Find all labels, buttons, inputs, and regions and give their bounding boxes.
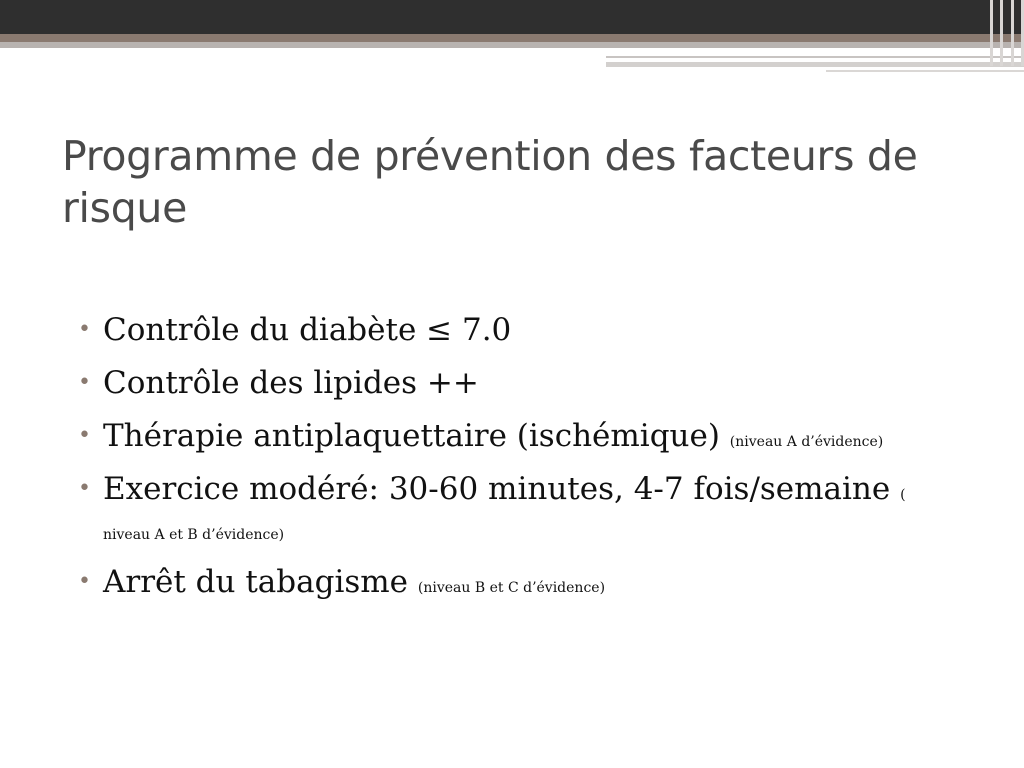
bullet-dot-icon: •: [78, 317, 91, 342]
bullet-text: Exercice modéré: 30-60 minutes, 4-7 fois/semaine: [103, 471, 901, 507]
decorative-gray-band: [0, 42, 1024, 48]
bullet-list: [78, 310, 908, 615]
decorative-stripe: [1011, 0, 1014, 66]
decorative-line: [606, 56, 1024, 58]
decorative-stripe: [990, 0, 993, 66]
bullet-item: [78, 469, 908, 549]
bullet-text: Contrôle du diabète ≤ 7.0: [103, 312, 512, 348]
bullet-item: [78, 310, 908, 350]
slide-title: Programme de prévention des facteurs de risque: [62, 132, 918, 232]
decorative-top-bar: [0, 0, 1024, 34]
bullet-dot-icon: •: [78, 370, 91, 395]
evidence-note: ( niveau A et B d’évidence): [103, 487, 906, 543]
bullet-text: Contrôle des lipides ++: [103, 365, 479, 401]
decorative-stripes: [990, 0, 1024, 66]
decorative-line: [606, 62, 1024, 67]
bullet-text: Arrêt du tabagisme: [103, 564, 418, 600]
evidence-note: (niveau A d’évidence): [729, 434, 884, 450]
bullet-dot-icon: •: [78, 569, 91, 594]
bullet-text: Thérapie antiplaquettaire (ischémique): [103, 418, 730, 454]
bullet-dot-icon: •: [78, 423, 91, 448]
evidence-note: (niveau B et C d’évidence): [417, 580, 606, 596]
bullet-item: [78, 363, 908, 403]
bullet-item: [78, 562, 908, 602]
bullet-dot-icon: •: [78, 476, 91, 501]
decorative-stripe: [1000, 0, 1003, 66]
bullet-item: [78, 416, 908, 456]
decorative-brown-band: [0, 34, 1024, 42]
decorative-line: [826, 70, 1024, 72]
